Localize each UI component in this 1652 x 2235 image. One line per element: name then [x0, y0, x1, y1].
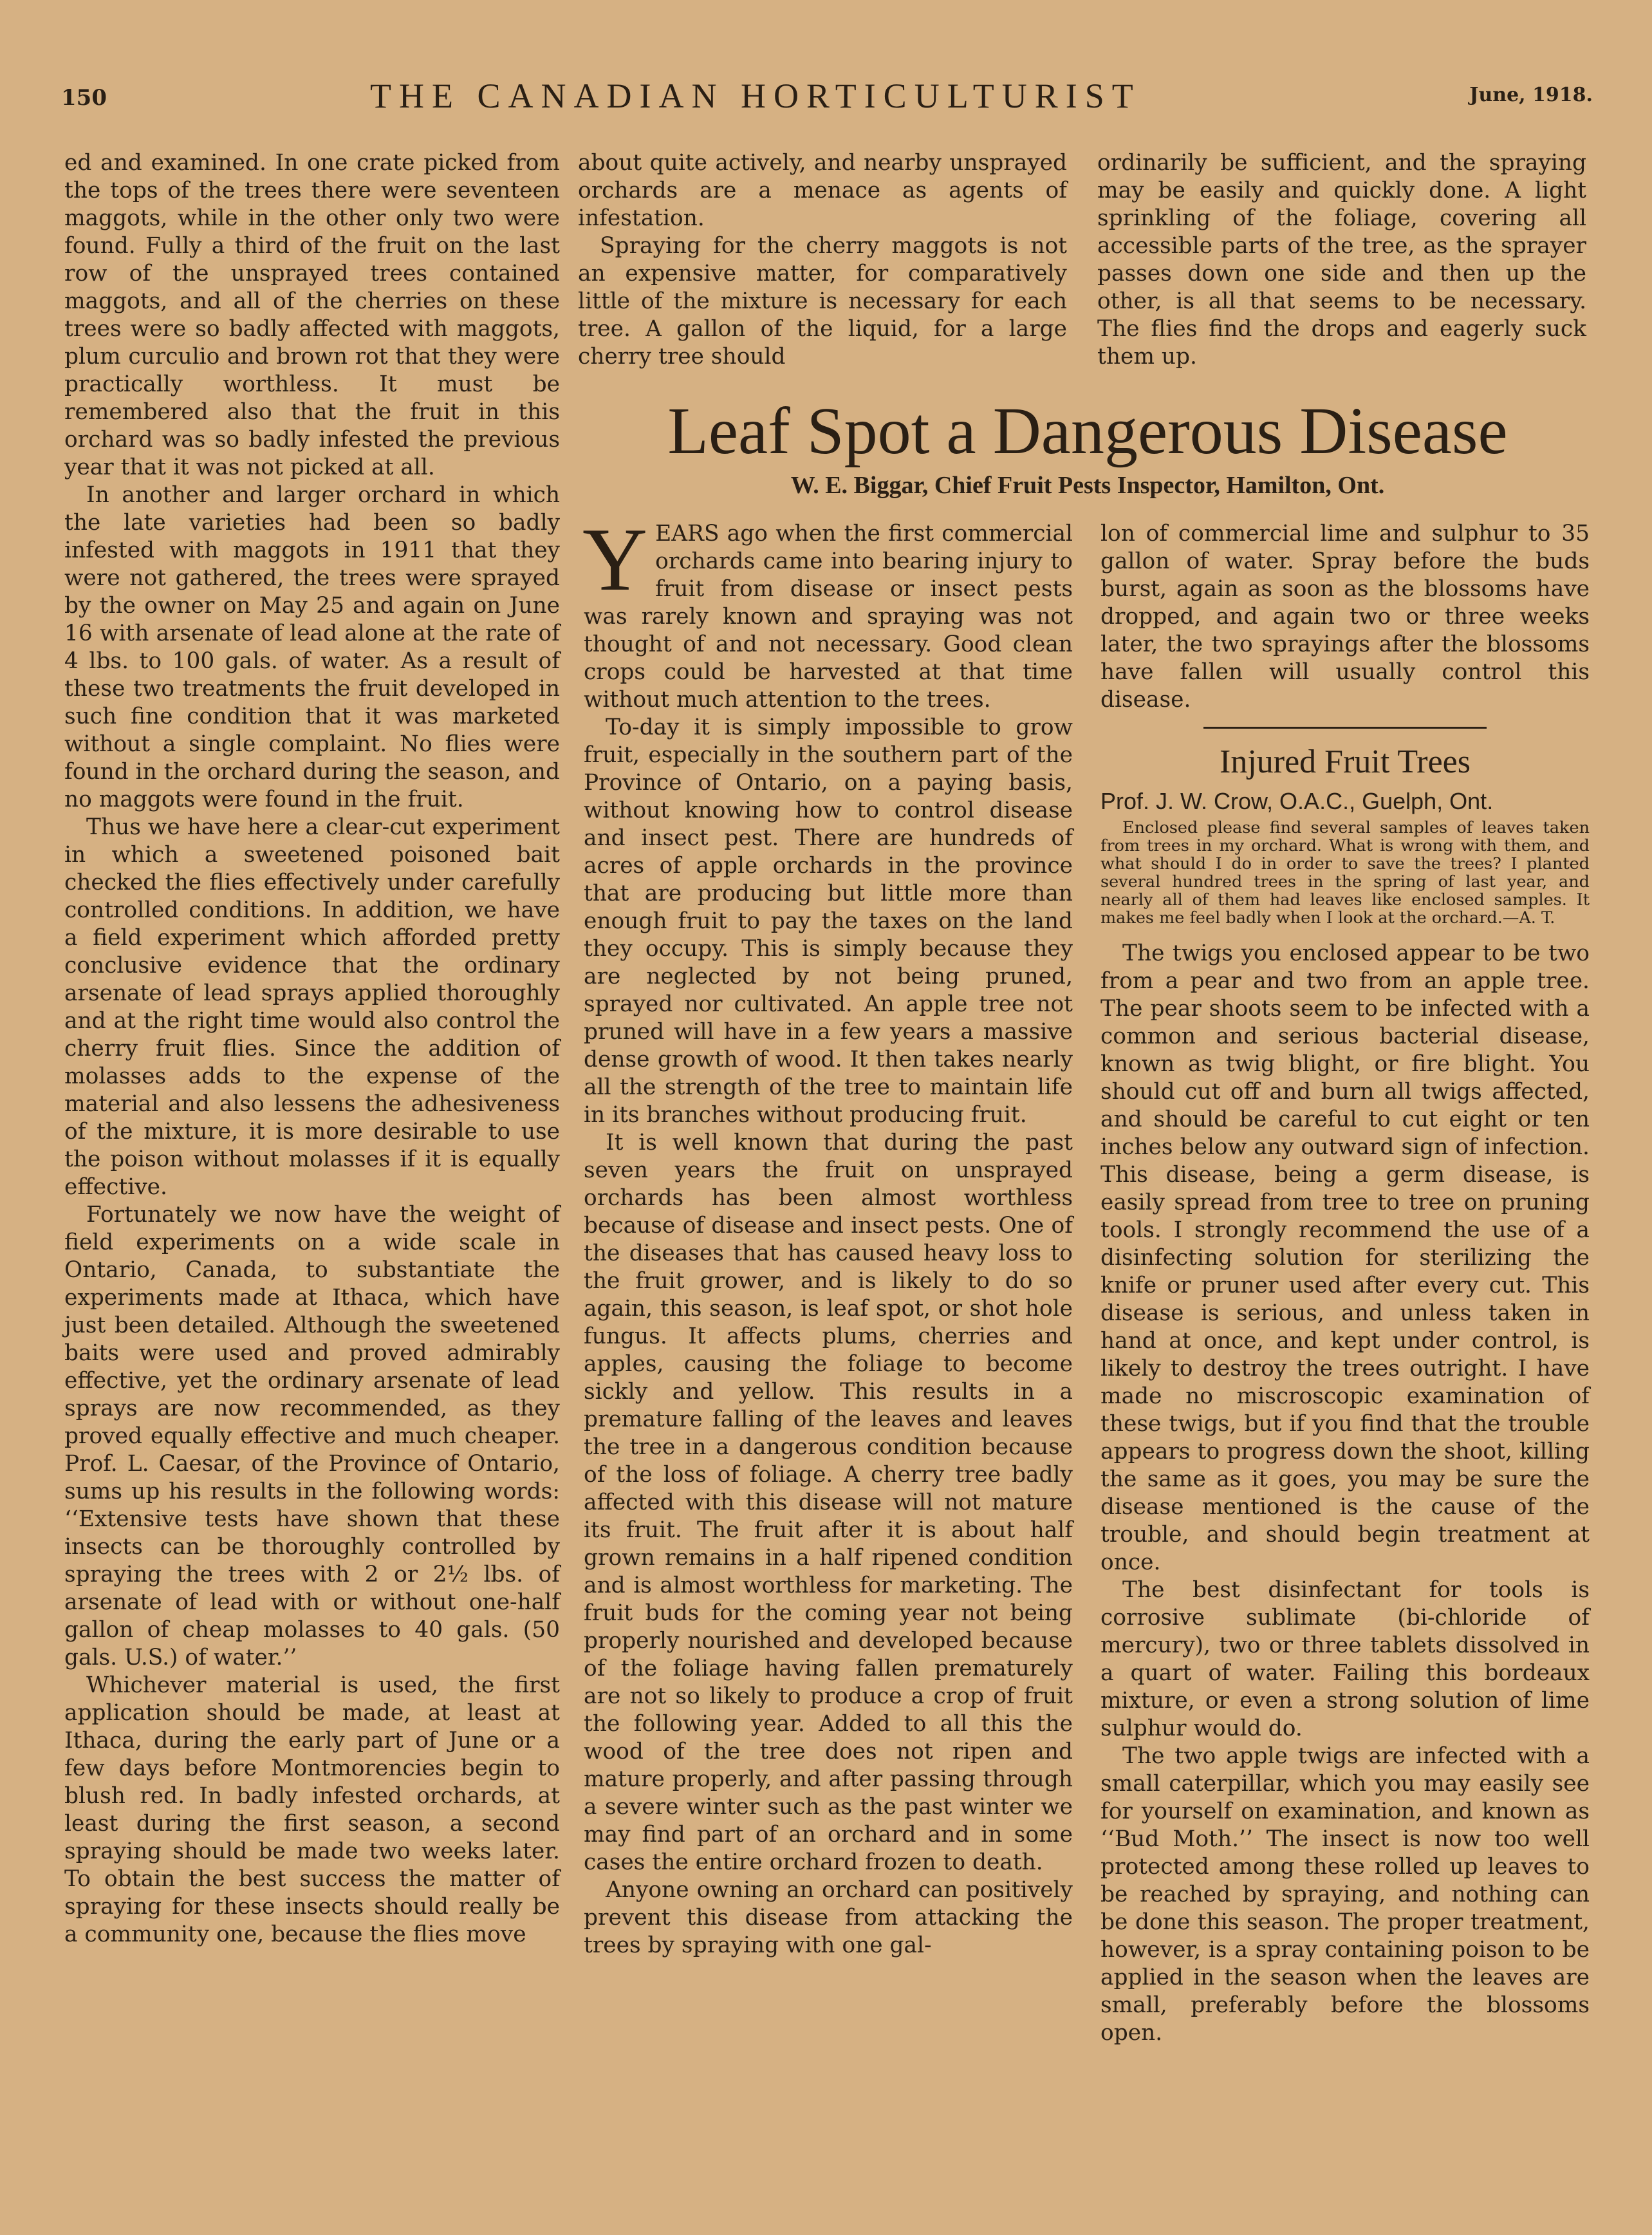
reader-letter: [1100, 819, 1590, 927]
paragraph: It is well known that during the past seven years the fruit on unsprayed orchards has been almost worthless because of disease and insect pests. One of the diseases that has caused heavy loss to the fruit grower, and is likely to do so again, this season, is leaf spot, or shot hole fungus. It affects plums, cherries and apples, causing the foliage to become sickly and yellow. This results in a premature falling of the leaves and leaves the tree in a dangerous condition because of the loss of foliage. A cherry tree badly affected with this disease will not mature its fruit. The fruit after it is about half grown remains in a half ripened condition and is almost worthless for marketing. The fruit buds for the coming year not being properly nourished and developed because of the foliage having fallen prematurely are not so likely to produce a crop of fruit the following year. Added to all this the wood of the tree does not ripen and mature properly, and after passing through a severe winter such as the past winter we may find part of an orchard and in some cases the entire orchard frozen to death.: [584, 1130, 1073, 1875]
paragraph: The two apple twigs are infected with a small caterpillar, which you may easily see for yourself on examination, and known as ‘‘Bud Moth.’’ The insect is now too well protected among these rolled up leaves to be reached by spraying, and nothing can be done this season. The proper treatment, however, is a spray containing poison to be applied in the season when the leaves are small, preferably before the blossoms open.: [1100, 1743, 1590, 2046]
paragraph: In another and larger orchard in which the late varieties had been so badly infested with maggots in 1911 that they were not gathered, the trees were sprayed by the owner on May 25 and again on June 16 with arsenate of lead alone at the rate of 4 lbs. to 100 gals. of water. As a result of these two treatments the fruit developed in such fine condition that it was marketed without a single complaint. No flies were found in the orchard during the season, and no maggots were found in the fruit.: [64, 482, 560, 812]
paragraph: about quite actively, and nearby unsprayed orchards are a menace as agents of infestation.: [578, 150, 1067, 231]
page-date: June, 1918.: [1469, 84, 1593, 106]
paragraph: ed and examined. In one crate picked from the tops of the trees there were seventeen maggots, while in the other only two were found. Fully a third of the fruit on the last row of the unsprayed trees contained maggots, and all of the cherries on these trees were so badly affected with maggots, plum curculio and brown rot that they were practically worthless. It must be remembered also that the fruit in this orchard was so badly infested the previous year that it was not picked at all.: [64, 150, 560, 480]
paragraph: Spraying for the cherry maggots is not an expensive matter, for comparatively little of the mixture is necessary for each tree. A gallon of the liquid, for a large cherry tree should: [578, 233, 1067, 369]
running-title: THE CANADIAN HORTICULTURIST: [370, 77, 1141, 115]
middle-top-column: [578, 149, 1067, 371]
lead-paragraph: [582, 510, 1073, 714]
drop-cap: Y: [582, 510, 648, 610]
letter-text: Enclosed please find several samples of leaves taken from trees in my orchard. What is wrong with them, and what should I do in order to save the trees? I planted several hundred trees in the spring of last year, and nearly all of them had leaves like enclosed samples. It makes me feel badly when I look at the orchard.—A. T.: [1100, 818, 1590, 928]
paragraph: The best disinfectant for tools is corrosive sublimate (bi-chloride of mercury), two or three tablets dissolved in a quart of water. Failing this bordeaux mixture, or even a strong solution of lime sulphur would do.: [1100, 1577, 1590, 1741]
article-middle-column: [582, 510, 1073, 1959]
paragraph: ordinarily be sufficient, and the spraying may be easily and quickly done. A light sprinkling of the foliage, covering all accessible parts of the tree, as the sprayer passes down one side and then up the other, is all that seems to be necessary. The flies find the drops and eagerly suck them up.: [1097, 150, 1586, 369]
section-headline: Injured Fruit Trees: [1220, 743, 1471, 780]
section-byline: Prof. J. W. Crow, O.A.C., Guelph, Ont.: [1100, 788, 1494, 814]
paragraph: Anyone owning an orchard can positively prevent this disease from attacking the trees by spraying with one gal-: [584, 1877, 1073, 1958]
article-right-column: [1100, 520, 1590, 2047]
paragraph: lon of commercial lime and sulphur to 35 gallon of water. Spray before the buds burst, again as soon as the blossoms have dropped, and again two or three weeks later, the two sprayings after the blossoms have fallen will usually control this disease.: [1100, 521, 1590, 713]
lead-paragraph-text: EARS ago when the first commercial orchards came into bearing injury to fruit from disease or insect pests was rarely known and spraying was not thought of and not necessary. Good clean crops could be harvested at that time without much attention to the trees.: [584, 521, 1073, 713]
left-column: [64, 149, 560, 1949]
section-divider: [1203, 727, 1487, 729]
paragraph: Whichever material is used, the first application should be made, at least at Ithaca, during the early part of June or a few days before Montmorencies begin to blush red. In badly infested orchards, at least during the first season, a second spraying should be made two weeks later. To obtain the best success the matter of spraying for these insects should really be a community one, because the flies move: [64, 1672, 560, 1947]
page-header: [61, 76, 1593, 127]
right-top-column: [1097, 149, 1586, 371]
article-byline: W. E. Biggar, Chief Fruit Pests Inspector, Hamilton, Ont.: [790, 472, 1385, 499]
paragraph: To-day it is simply impossible to grow fruit, especially in the southern part of the Province of Ontario, on a paying basis, without knowing how to control disease and insect pest. There are hundreds of acres of apple orchards in the province that are producing but little more than enough fruit to pay the taxes on the land they occupy. This is simply because they are neglected by not being pruned, sprayed nor cultivated. An apple tree not pruned will have in a few years a massive dense growth of wood. It then takes nearly all the strength of the tree to maintain life in its branches without producing fruit.: [584, 715, 1073, 1128]
paragraph: The twigs you enclosed appear to be two from a pear and two from an apple tree. The pear shoots seem to be infected with a common and serious bacterial disease, known as twig blight, or fire blight. You should cut off and burn all twigs affected, and should be careful to cut eight or ten inches below any outward sign of infection. This disease, being a germ disease, is easily spread from tree to tree on pruning tools. I strongly recommend the use of a disinfecting solution for sterilizing the knife or pruner used after every cut. This disease is serious, and unless taken in hand at once, and kept under control, is likely to destroy the trees outright. I have made no miscroscopic examination of these twigs, but if you find that the trouble appears to progress down the shoot, killing the same as it goes, you may be sure the disease mentioned is the cause of the trouble, and should begin treatment at once.: [1100, 940, 1590, 1575]
paragraph: Fortunately we now have the weight of field experiments on a wide scale in Ontario, Canada, to substantiate the experiments made at Ithaca, which have just been detailed. Although the sweetened baits were used and proved admirably effective, yet the ordinary arsenate of lead sprays are now recommended, as they proved equally effective and much cheaper. Prof. L. Caesar, of the Province of Ontario, sums up his results in the following words: ‘‘Extensive tests have shown that these insects can be thoroughly controlled by spraying the trees with 2 or 2½ lbs. of arsenate of lead with or without one-half gallon of cheap molasses to 40 gals. (50 gals. U.S.) of water.’’: [64, 1202, 560, 1670]
article-headline: Leaf Spot a Dangerous Disease: [667, 394, 1508, 468]
paragraph: Thus we have here a clear-cut experiment in which a sweetened poisoned bait checked the flies effectively under carefully controlled conditions. In addition, we have a field experiment which afforded pretty conclusive evidence that the ordinary arsenate of lead sprays applied thoroughly and at the right time would also control the cherry fruit flies. Since the addition of molasses adds to the expense of the material and also lessens the adhesiveness of the mixture, it is more desirable to use the poison without molasses if it is equally effective.: [64, 814, 560, 1200]
page-number: 150: [61, 85, 107, 111]
